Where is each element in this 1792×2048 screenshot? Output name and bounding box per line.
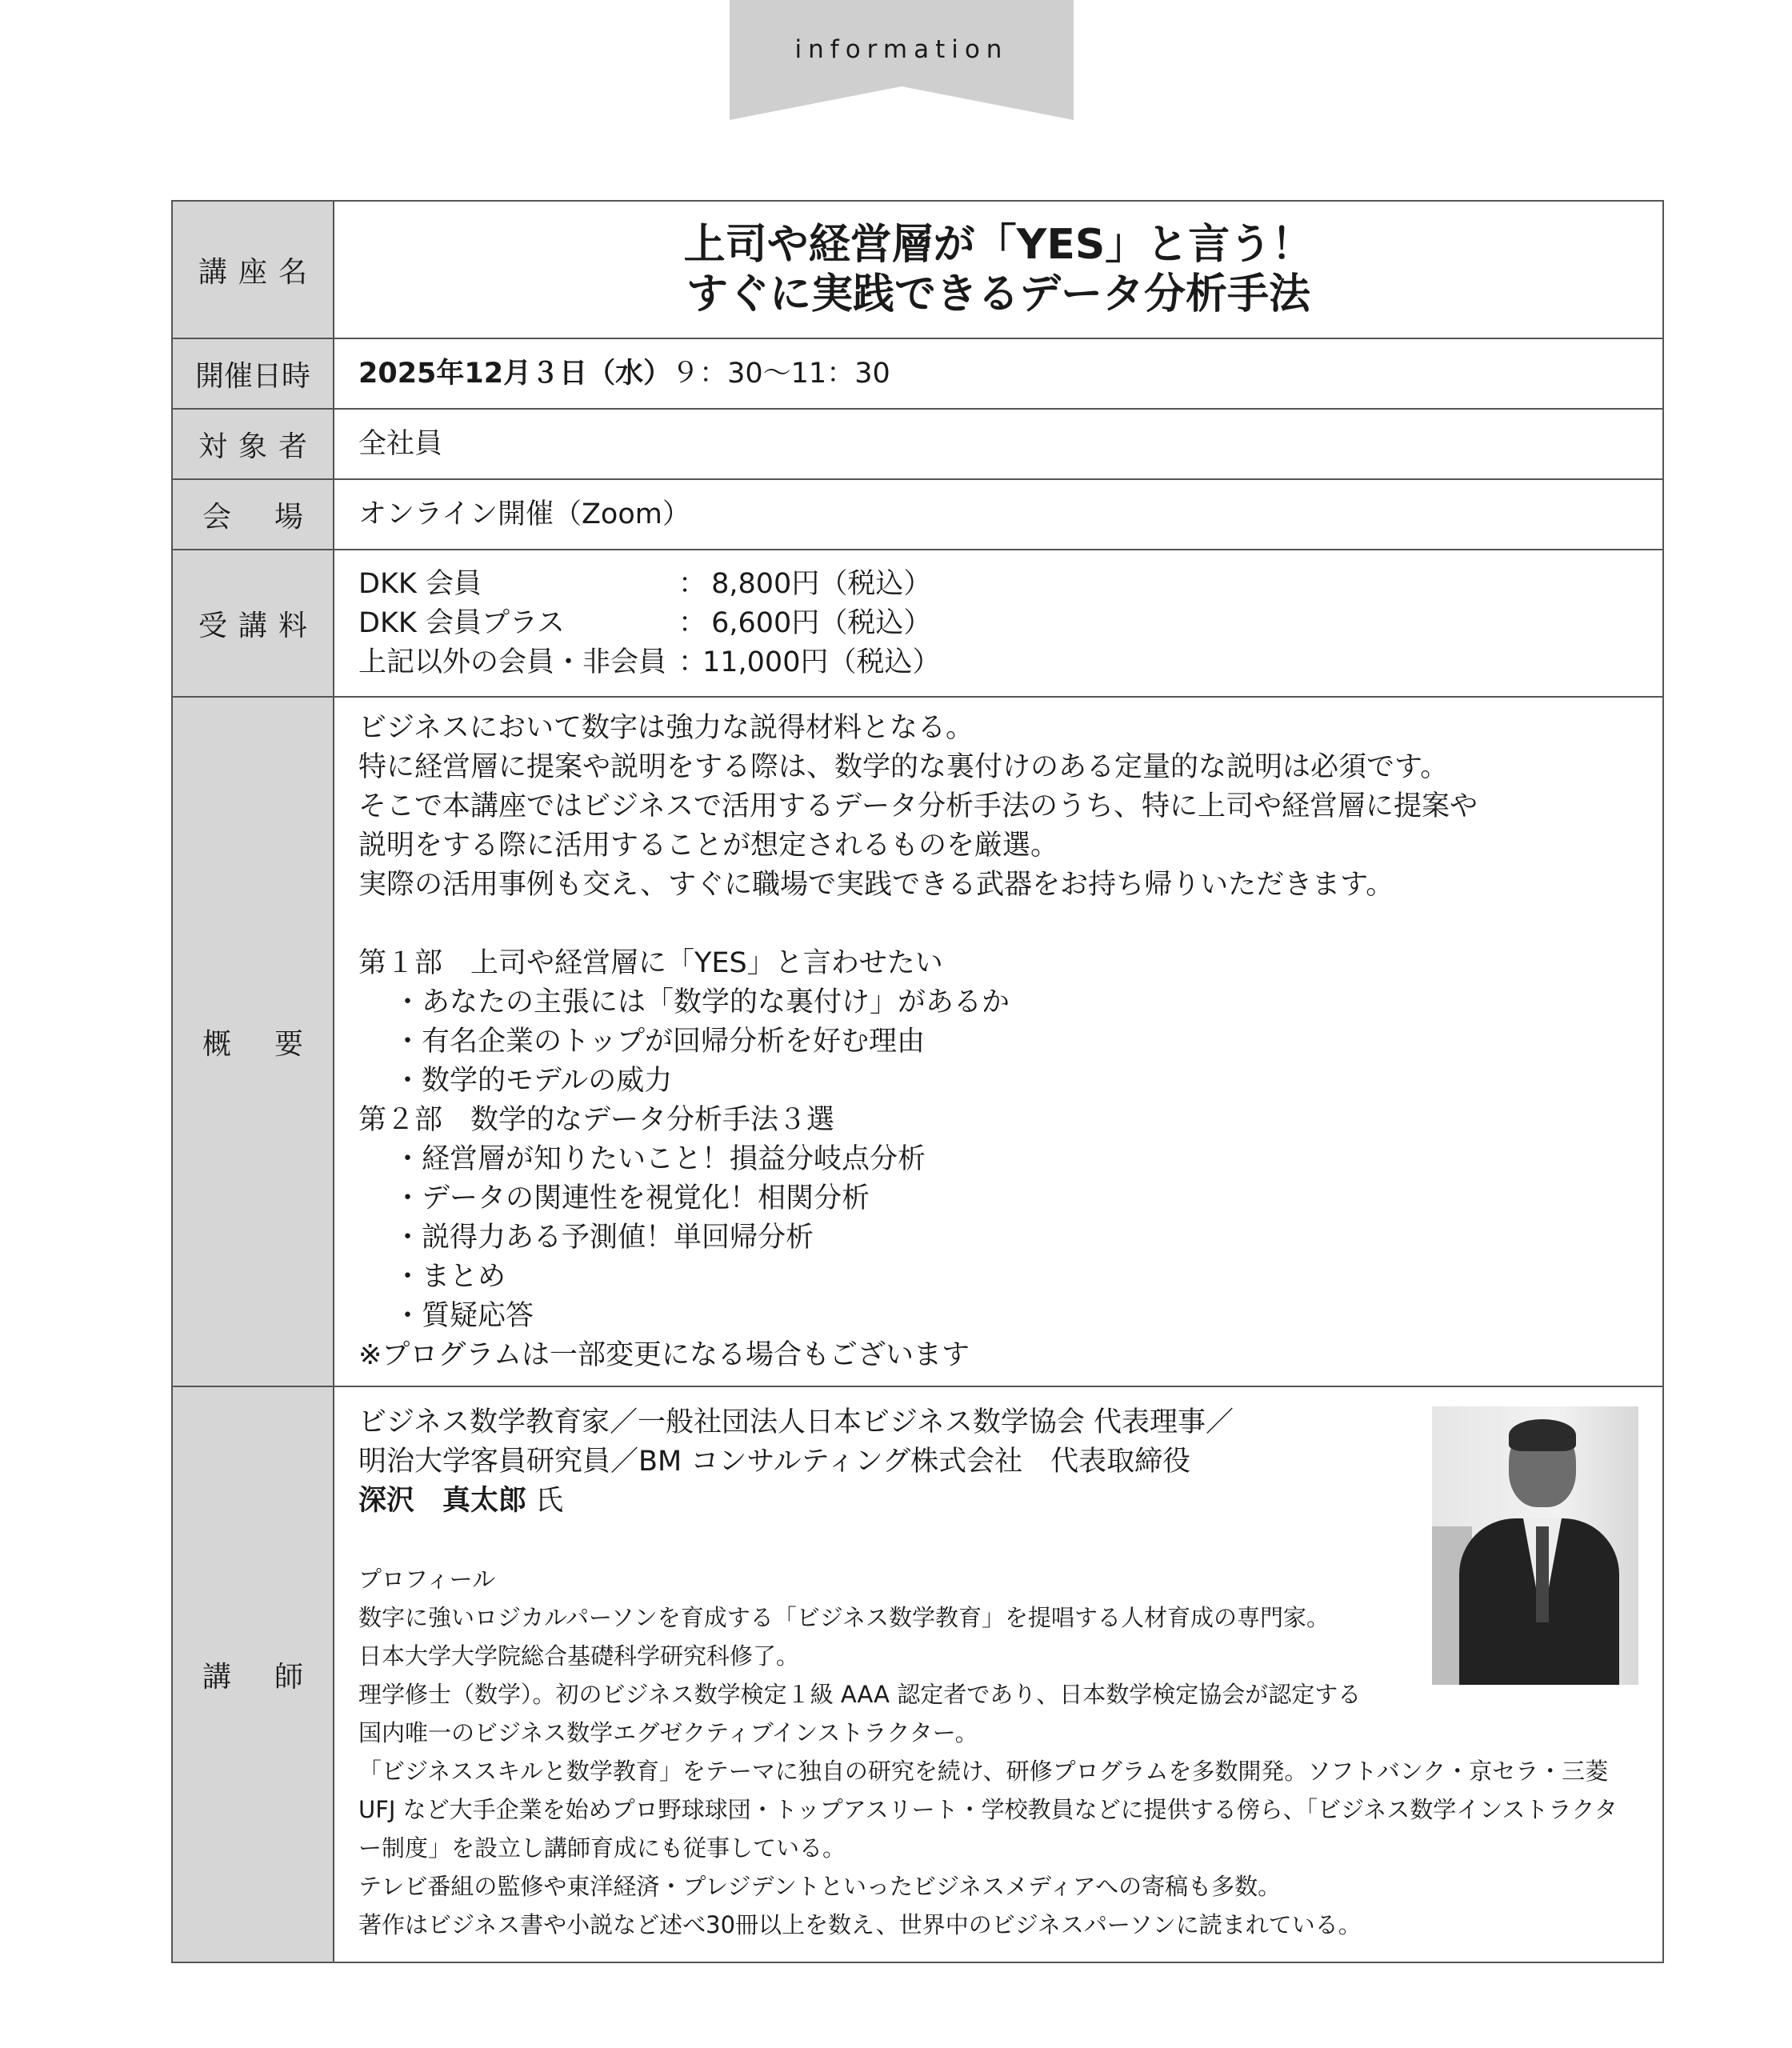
target-value: 全社員 xyxy=(334,409,1663,479)
fee-row: DKK 会員プラス ： 6,600円（税込） xyxy=(358,606,932,639)
part1-item: ・あなたの主張には「数学的な裏付け」があるか xyxy=(394,986,1010,1018)
part2-title: 第２部 数学的なデータ分析手法３選 xyxy=(358,1103,835,1136)
profile-heading: プロフィール xyxy=(358,1566,496,1593)
profile-line: 日本大学大学院総合基礎科学研究科修了。 xyxy=(358,1642,800,1670)
row-fee xyxy=(172,550,1663,697)
profile-line: テレビ番組の監修や東洋経済・プレジデントといったビジネスメディアへの寄稿も多数。 xyxy=(358,1873,1282,1900)
part2-item: ・質疑応答 xyxy=(394,1299,534,1332)
event-time: ９：30〜11：30 xyxy=(671,357,890,390)
label-fee: 受講料 xyxy=(172,550,334,697)
overview-line: 説明をする際に活用することが想定されるものを厳選。 xyxy=(358,829,1059,862)
course-title-line1: 上司や経営層が「YES」と言う！ xyxy=(683,221,1314,269)
instructor-name: 深沢 真太郎 氏 xyxy=(358,1485,564,1517)
overview-text xyxy=(334,697,1663,1386)
label-venue: 会 場 xyxy=(172,479,334,550)
part2-item: ・説得力ある予測値！単回帰分析 xyxy=(394,1221,814,1254)
part1-item: ・有名企業のトップが回帰分析を好む理由 xyxy=(394,1025,925,1058)
seminar-info-table xyxy=(171,200,1664,1963)
row-overview xyxy=(172,697,1663,1386)
part1-item: ・数学的モデルの威力 xyxy=(394,1064,673,1097)
row-course xyxy=(172,201,1663,338)
part1-title: 第１部 上司や経営層に「YES」と言わせたい xyxy=(358,946,943,979)
row-target xyxy=(172,409,1663,479)
venue-value: オンライン開催（Zoom） xyxy=(334,479,1663,550)
overview-line: ビジネスにおいて数字は強力な説得材料となる。 xyxy=(358,711,974,744)
overview-line: 実際の活用事例も交え、すぐに職場で実践できる武器をお持ち帰りいただきます。 xyxy=(358,868,1394,901)
profile-line: 著作はビジネス書や小説など述べ30冊以上を数え、世界中のビジネスパーソンに読まれている。 xyxy=(358,1911,1362,1938)
part2-item: ・経営層が知りたいこと！損益分岐点分析 xyxy=(394,1142,926,1175)
datetime-value xyxy=(334,338,1663,409)
label-overview: 概 要 xyxy=(172,697,334,1386)
course-title xyxy=(334,201,1663,338)
fee-row: 上記以外の会員・非会員 ： 11,000円（税込） xyxy=(358,646,941,678)
overview-line: そこで本講座ではビジネスで活用するデータ分析手法のうち、特に上司や経営層に提案や xyxy=(358,790,1478,822)
overview-line: 特に経営層に提案や説明をする際は、数学的な裏付けのある定量的な説明は必須です。 xyxy=(358,750,1449,783)
profile-line: 数字に強いロジカルパーソンを育成する「ビジネス数学教育」を提唱する人材育成の専門家。 xyxy=(358,1604,1330,1631)
instructor-photo xyxy=(1432,1406,1638,1685)
instructor-affiliation: 明治大学客員研究員／BM コンサルティング株式会社 代表取締役 xyxy=(358,1446,1191,1478)
instructor-info xyxy=(334,1386,1663,1962)
row-venue xyxy=(172,479,1663,550)
profile-line: 国内唯一のビジネス数学エグゼクティブインストラクター。 xyxy=(358,1719,978,1746)
part2-item: ・まとめ xyxy=(394,1260,506,1293)
label-datetime: 開催日時 xyxy=(172,338,334,409)
fee-list xyxy=(334,550,1663,697)
label-course: 講座名 xyxy=(172,201,334,338)
course-title-line2: すぐに実践できるデータ分析手法 xyxy=(686,270,1310,318)
row-instructor xyxy=(172,1386,1663,1962)
label-target: 対象者 xyxy=(172,409,334,479)
program-note: ※プログラムは一部変更になる場合もございます xyxy=(358,1338,970,1371)
fee-row: DKK 会員 ： 8,800円（税込） xyxy=(358,567,932,600)
label-instructor: 講 師 xyxy=(172,1386,334,1962)
part2-item: ・データの関連性を視覚化！相関分析 xyxy=(394,1182,870,1214)
row-datetime xyxy=(172,338,1663,409)
event-date: 2025年12月３日（水） xyxy=(358,357,672,390)
profile-line: 理学修士（数学）。初のビジネス数学検定１級 AAA 認定者であり、日本数学検定協会が認定する xyxy=(358,1681,1362,1708)
info-tab-label: information xyxy=(794,35,1009,64)
profile-line: 「ビジネススキルと数学教育」をテーマに独自の研究を続け、研修プログラムを多数開発。ソフトバンク・京セラ・三菱 UFJ など大手企業を始めプロ野球球団・トップアスリート・学校教員などに提供する傍ら、「ビジネス数学インストラクター制度」を設立し講師育成にも従事している。 xyxy=(358,1758,1618,1862)
instructor-affiliation: ビジネス数学教育家／一般社団法人日本ビジネス数学協会 代表理事／ xyxy=(358,1406,1234,1438)
